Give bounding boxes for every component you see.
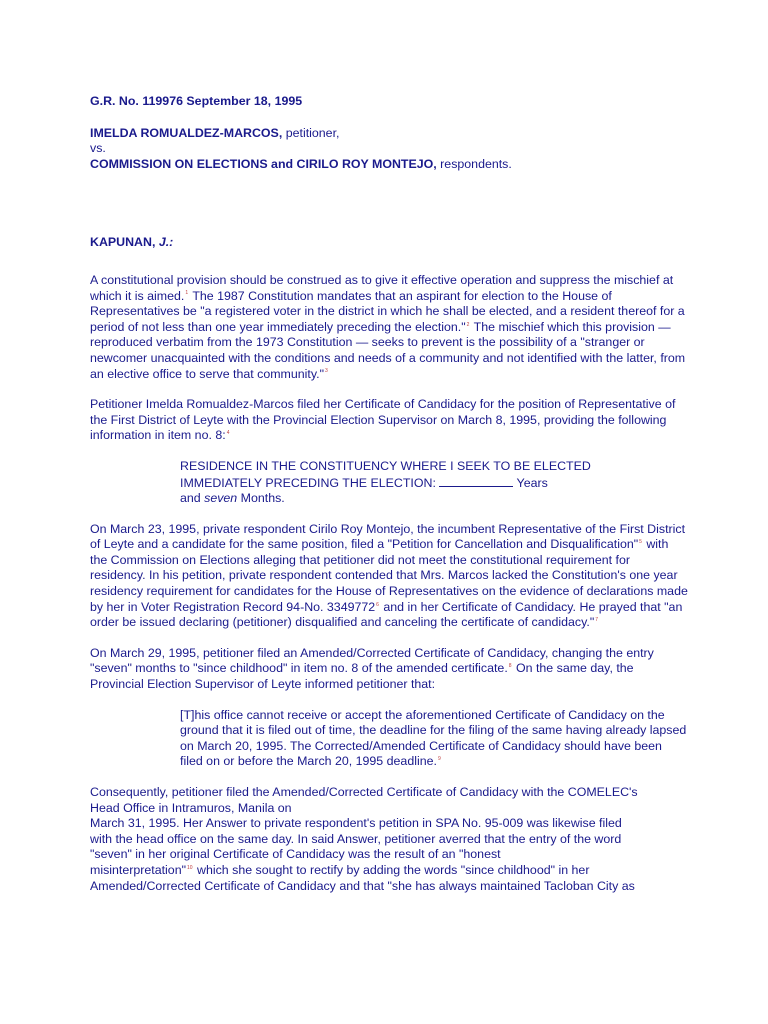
respondents-line	[90, 157, 688, 173]
quote-line: RESIDENCE IN THE CONSTITUENCY WHERE I SEEK TO BE ELECTED	[180, 458, 591, 473]
block-quote-supervisor	[180, 708, 688, 770]
paragraph-line	[90, 863, 688, 879]
respondents-role: respondents.	[436, 156, 512, 171]
footnote-ref[interactable]: 7	[595, 617, 598, 624]
paragraph-line: "seven" in her original Certificate of Candidacy was the result of an "honest	[90, 847, 501, 862]
respondents-name: COMMISSION ON ELECTIONS and CIRILO ROY MONTEJO,	[90, 156, 437, 171]
paragraph-line: Amended/Corrected Certificate of Candidacy and that "she has always maintained Tacloban City as	[90, 878, 635, 893]
quote-text: IMMEDIATELY PRECEDING THE ELECTION:	[180, 475, 440, 490]
paragraph-text: with the Commission on Elections alleging that petitioner did not meet the constitutional requirement for residency. In his petition, private respondent contended that Mrs. Marcos lacked the Constitution's one year residency requirement for candidates for the House of Representatives on the evidence of declarations made by her in Voter Registration Record 94-No. 3349772	[90, 537, 688, 614]
petitioner-line	[90, 126, 688, 142]
block-quote-residence	[180, 459, 688, 507]
petitioner-name: IMELDA ROMUALDEZ-MARCOS,	[90, 125, 283, 140]
paragraph-text: The 1987 Constitution mandates that an aspirant for election to the House of Representatives be "a registered voter in the district in which he shall be elected, and a resident thereof for a period of not less than one year immediately preceding the election."	[90, 288, 685, 334]
quote-emphasis: seven	[204, 491, 238, 506]
blank-field-line	[439, 475, 513, 487]
paragraph-2	[90, 397, 688, 444]
footnote-ref[interactable]: 5	[639, 539, 642, 546]
case-parties	[90, 126, 688, 173]
quote-text: Months.	[237, 491, 285, 506]
quote-text: Years	[513, 475, 548, 490]
paragraph-text: and in her Certificate of Candidacy. He prayed that "an order be issued declaring (petitioner) disqualified and canceling the certificate of candidacy."	[90, 599, 683, 630]
footnote-ref[interactable]: 2	[466, 321, 470, 328]
footnote-ref[interactable]: 4	[226, 430, 230, 437]
versus-line: vs.	[90, 141, 106, 156]
petitioner-role: petitioner,	[282, 125, 340, 140]
paragraph-line: with the head office on the same day. In said Answer, petitioner averred that the entry of the word	[90, 831, 622, 846]
quote-text: and	[180, 491, 205, 506]
paragraph-text: On the same day, the Provincial Election Supervisor of Leyte informed petitioner that:	[90, 661, 634, 692]
paragraph-text: Petitioner Imelda Romualdez-Marcos filed her Certificate of Candidacy for the position of Representative of the First District of Leyte with the Provincial Election Supervisor on March 8, 1995, providing the following information in item no. 8:	[90, 397, 676, 443]
quote-text: [T]his office cannot receive or accept the aforementioned Certificate of Candidacy on the ground that it is filed out of time, the deadline for the filing of the same having already lapsed on March 20, 1995. The Corrected/Amended Certificate of Candidacy should have been filed on or before the March 20, 1995 deadline.	[180, 707, 687, 769]
paragraph-line: March 31, 1995. Her Answer to private respondent's petition in SPA No. 95-009 was likewise filed	[90, 816, 622, 831]
ponente	[90, 235, 688, 251]
paragraph-line: Head Office in Intramuros, Manila on	[90, 800, 292, 815]
ponente-title: J.:	[158, 235, 174, 250]
paragraph-text: On March 23, 1995, private respondent Cirilo Roy Montejo, the incumbent Representative of the First District of Leyte and a candidate for the same position, filed a "Petition for Cancellation and Disqualification"	[90, 521, 686, 552]
footnote-ref[interactable]: 8	[508, 663, 512, 670]
paragraph-1	[90, 273, 688, 382]
paragraph-4	[90, 646, 688, 693]
paragraph-line: Consequently, petitioner filed the Amended/Corrected Certificate of Candidacy with the COMELEC's	[90, 785, 638, 799]
quote-line	[180, 491, 688, 507]
paragraph-text: which she sought to rectify by adding the words "since childhood" in her	[193, 862, 590, 877]
footnote-ref[interactable]: 1	[185, 290, 189, 297]
quote-line	[180, 475, 688, 492]
ponente-name: KAPUNAN,	[90, 235, 159, 250]
footnote-ref[interactable]: 9	[437, 756, 441, 763]
footnote-ref[interactable]: 10	[187, 864, 193, 871]
paragraph-text: A constitutional provision should be construed as to give it effective operation and suppress the mischief at which it is aimed.	[90, 272, 674, 303]
footnote-ref[interactable]: 6	[376, 601, 379, 608]
footnote-ref[interactable]: 3	[324, 368, 328, 375]
paragraph-3	[90, 522, 688, 631]
paragraph-text: The mischief which this provision — reproduced verbatim from the 1973 Constitution — seeks to prevent is the possibility of a "stranger or newcomer unacquainted with the conditions and needs of a community and not identified with the latter, from an elective office to serve that community."	[90, 319, 686, 381]
paragraph-5	[90, 785, 688, 894]
paragraph-text: misinterpretation"	[90, 862, 186, 877]
case-number: G.R. No. 119976 September 18, 1995	[90, 94, 303, 108]
paragraph-text: On March 29, 1995, petitioner filed an Amended/Corrected Certificate of Candidacy, changing the entry "seven" months to "since childhood" in item no. 8 of the amended certificate.	[90, 645, 654, 676]
